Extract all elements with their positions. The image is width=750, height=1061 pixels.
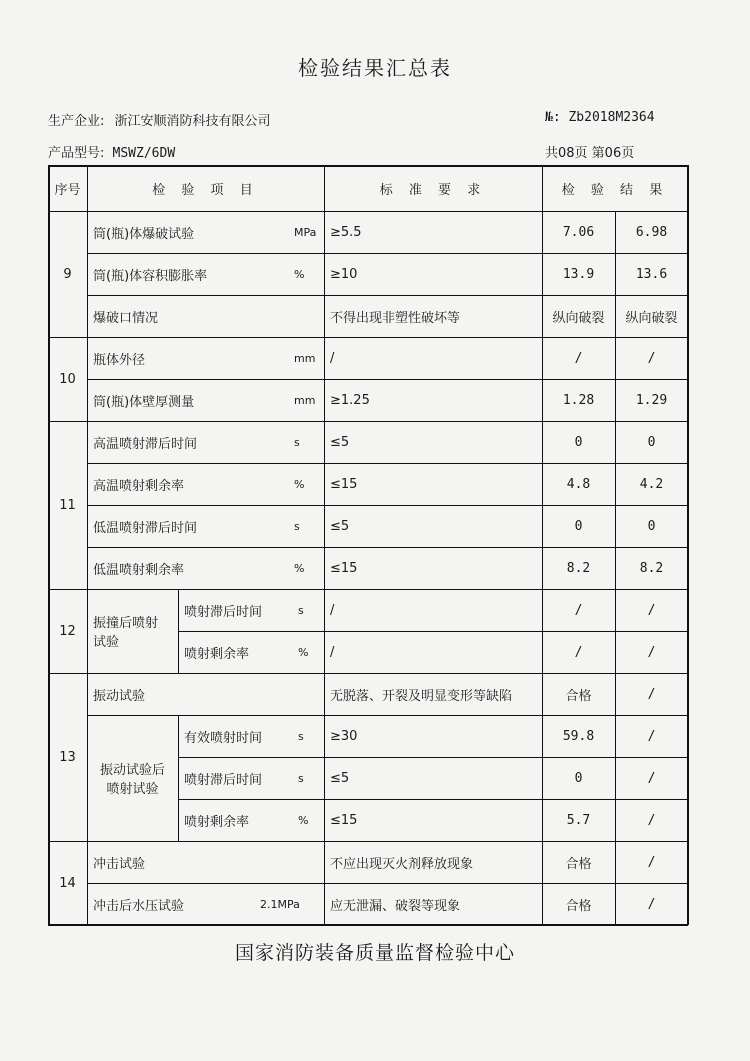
result-1: 0	[574, 770, 583, 786]
item-label: 喷射滞后时间	[184, 772, 263, 788]
standard-value: /	[330, 644, 335, 660]
result-2: 0	[647, 518, 656, 534]
company-label: 生产企业:	[48, 114, 105, 129]
result-2: 6.98	[635, 224, 668, 240]
standard-value: ≥5.5	[330, 224, 362, 240]
unit-label: s	[298, 603, 304, 617]
result-1: /	[574, 602, 583, 618]
sequence-number: 13	[59, 749, 76, 765]
result-1: /	[574, 350, 583, 366]
unit-label: s	[298, 729, 304, 743]
unit-label: MPa	[294, 225, 317, 239]
unit-label: mm	[294, 351, 316, 365]
sequence-number: 10	[59, 371, 76, 387]
unit-label: s	[294, 519, 300, 533]
document-title: 检验结果汇总表	[298, 56, 452, 80]
item-label: 筒(瓶)体壁厚测量	[93, 394, 195, 410]
result-1: 4.8	[566, 476, 591, 492]
unit-label: %	[294, 267, 305, 281]
result-1: /	[574, 644, 583, 660]
sub-test-label	[87, 589, 178, 673]
footer-institution: 国家消防装备质量监督检验中心	[234, 942, 515, 964]
report-number: №: Zb2018M2364	[545, 110, 655, 125]
item-label: 瓶体外径	[93, 352, 146, 368]
result-1: 0	[574, 518, 583, 534]
result-1: 0	[574, 434, 583, 450]
item-label: 冲击后水压试验	[93, 898, 185, 914]
result-2: /	[647, 602, 656, 618]
unit-label: s	[294, 435, 300, 449]
sub-test-label	[87, 715, 178, 841]
page-count: 共08页 第06页	[545, 146, 635, 161]
standard-value: ≤5	[330, 770, 350, 786]
sequence-number: 11	[59, 497, 76, 513]
company-line	[48, 110, 271, 129]
item-label: 冲击试验	[93, 856, 146, 872]
item-label: 高温喷射剩余率	[93, 478, 185, 494]
standard-value: 应无泄漏、破裂等现象	[330, 898, 461, 914]
result-2: /	[647, 728, 656, 744]
result-2: 1.29	[635, 392, 668, 408]
sequence-number: 12	[59, 623, 76, 639]
model-label: 产品型号:	[48, 146, 105, 161]
item-label: 喷射滞后时间	[184, 604, 263, 620]
result-2: 8.2	[639, 560, 664, 576]
sub-label-line: 振撞后喷射	[93, 616, 159, 631]
standard-value: 无脱落、开裂及明显变形等缺陷	[330, 688, 513, 704]
standard-value: ≤5	[330, 518, 350, 534]
standard-value: /	[330, 602, 335, 618]
result-2: 4.2	[639, 476, 664, 492]
sub-label-line: 振动试验后	[99, 763, 165, 778]
table-rule	[48, 925, 688, 926]
result-2: /	[647, 644, 656, 660]
unit-label: s	[298, 771, 304, 785]
standard-value: ≤5	[330, 434, 350, 450]
standard-value: ≤15	[330, 560, 358, 576]
sub-label-line: 喷射试验	[106, 782, 159, 797]
item-label: 低温喷射滞后时间	[93, 520, 198, 536]
item-label: 喷射剩余率	[184, 814, 250, 830]
result-1: 7.06	[562, 224, 595, 240]
result-1: 8.2	[566, 560, 591, 576]
result-1: 59.8	[562, 728, 595, 744]
item-label: 爆破口情况	[93, 310, 159, 326]
result-1: 合格	[565, 688, 592, 704]
result-2: /	[647, 686, 656, 702]
sub-label-line: 试验	[93, 635, 120, 650]
result-1: 合格	[565, 856, 592, 872]
result-2: /	[647, 812, 656, 828]
item-label: 喷射剩余率	[184, 646, 250, 662]
header-result: 检 验 结 果	[561, 182, 669, 198]
company-name: 浙江安顺消防科技有限公司	[114, 114, 271, 129]
item-label: 高温喷射滞后时间	[93, 436, 198, 452]
standard-value: ≥10	[330, 266, 358, 282]
standard-value: ≥1.25	[330, 392, 370, 408]
unit-label: %	[298, 645, 309, 659]
item-label: 振动试验	[93, 688, 146, 704]
result-2: /	[647, 854, 656, 870]
standard-value: ≤15	[330, 812, 358, 828]
standard-value: 不应出现灭火剂释放现象	[330, 856, 474, 872]
result-2: 0	[647, 434, 656, 450]
item-label: 筒(瓶)体容积膨胀率	[93, 268, 208, 284]
result-2: 纵向破裂	[625, 310, 678, 326]
unit-label: mm	[294, 393, 316, 407]
item-label: 低温喷射剩余率	[93, 562, 185, 578]
unit-label: %	[294, 561, 305, 575]
sequence-number: 9	[63, 266, 72, 282]
header-item: 检 验 项 目	[152, 182, 259, 198]
result-1: 1.28	[562, 392, 595, 408]
result-2: /	[647, 896, 656, 912]
item-label: 筒(瓶)体爆破试验	[93, 226, 195, 242]
standard-value: ≥30	[330, 728, 358, 744]
result-2: /	[647, 350, 656, 366]
standard-value: ≤15	[330, 476, 358, 492]
standard-value: 不得出现非塑性破坏等	[330, 310, 461, 326]
model-value: MSWZ/6DW	[112, 146, 176, 161]
result-1: 合格	[565, 898, 592, 914]
result-2: /	[647, 770, 656, 786]
model-line	[48, 142, 175, 161]
header-std: 标 准 要 求	[379, 182, 487, 198]
unit-label: %	[294, 477, 305, 491]
result-2: 13.6	[635, 266, 668, 282]
result-1: 纵向破裂	[552, 310, 605, 326]
sequence-number: 14	[59, 875, 76, 891]
result-1: 13.9	[562, 266, 595, 282]
result-1: 5.7	[566, 812, 591, 828]
unit-label: 2.1MPa	[260, 897, 300, 911]
unit-label: %	[298, 813, 309, 827]
header-seq: 序号	[54, 182, 81, 198]
standard-value: /	[330, 350, 335, 366]
item-label: 有效喷射时间	[184, 730, 263, 746]
